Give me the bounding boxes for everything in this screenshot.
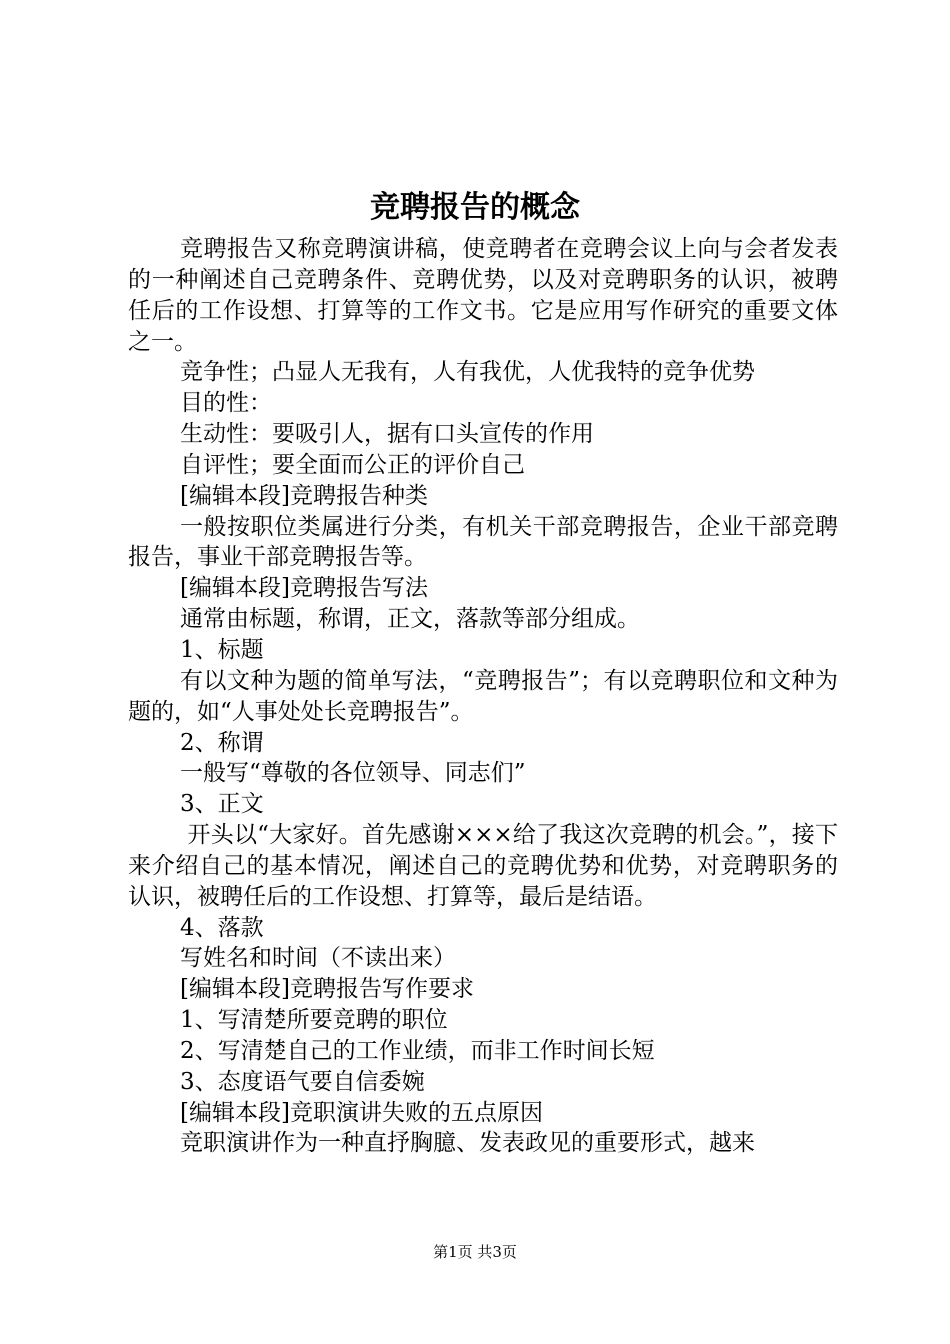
section-heading: [编辑本段]竞聘报告写作要求	[180, 976, 474, 1003]
section-heading: [编辑本段]竞聘报告写法	[180, 575, 428, 602]
list-item: 3、态度语气要自信委婉	[180, 1068, 425, 1095]
page-title: 竞聘报告的概念	[370, 190, 580, 225]
paragraph: 一般按职位类属进行分类，有机关干部竞聘报告，企业干部竞聘报告，事业干部竞聘报告等。	[128, 513, 838, 571]
list-item: 3、正文	[180, 791, 264, 818]
paragraph: 竞聘报告又称竞聘演讲稿，使竞聘者在竞聘会议上向与会者发表的一种阐述自己竞聘条件、竞聘优势，以及对竞聘职务的认识，被聘任后的工作设想、打算等的工作文书。它是应用写作研究的重要文体之一。	[128, 236, 838, 355]
list-item: 1、写清楚所要竞聘的职位	[180, 1007, 448, 1034]
list-item: 2、称谓	[180, 729, 264, 756]
section-heading: [编辑本段]竞职演讲失败的五点原因	[180, 1099, 543, 1126]
list-item: 2、写清楚自己的工作业绩，而非工作时间长短	[180, 1037, 655, 1064]
page-footer: 第1页 共3页	[433, 1243, 517, 1261]
paragraph: 有以文种为题的简单写法，“竞聘报告”；有以竞聘职位和文种为题的，如“人事处处长竞聘报告”。	[128, 667, 838, 725]
paragraph: 目的性：	[180, 390, 272, 417]
paragraph: 竞争性；凸显人无我有，人有我优，人优我特的竞争优势	[180, 359, 755, 386]
document-body	[128, 234, 838, 1159]
paragraph: 自评性；要全面而公正的评价自己	[180, 451, 525, 478]
paragraph: 写姓名和时间（不读出来）	[180, 945, 456, 972]
list-item: 1、标题	[180, 636, 264, 663]
list-item: 4、落款	[180, 914, 264, 941]
paragraph: 通常由标题，称谓，正文，落款等部分组成。	[180, 606, 640, 633]
paragraph: 生动性：要吸引人，据有口头宣传的作用	[180, 421, 594, 448]
paragraph: 开头以“大家好。首先感谢×××给了我这次竞聘的机会。”，接下来介绍自己的基本情况，阐述自己的竞聘优势和优势，对竞聘职务的认识，被聘任后的工作设想、打算等，最后是结语。	[128, 822, 838, 910]
paragraph: 一般写“尊敬的各位领导、同志们”	[180, 760, 526, 787]
paragraph: 竞职演讲作为一种直抒胸臆、发表政见的重要形式，越来	[180, 1130, 755, 1157]
section-heading: [编辑本段]竞聘报告种类	[180, 482, 428, 509]
